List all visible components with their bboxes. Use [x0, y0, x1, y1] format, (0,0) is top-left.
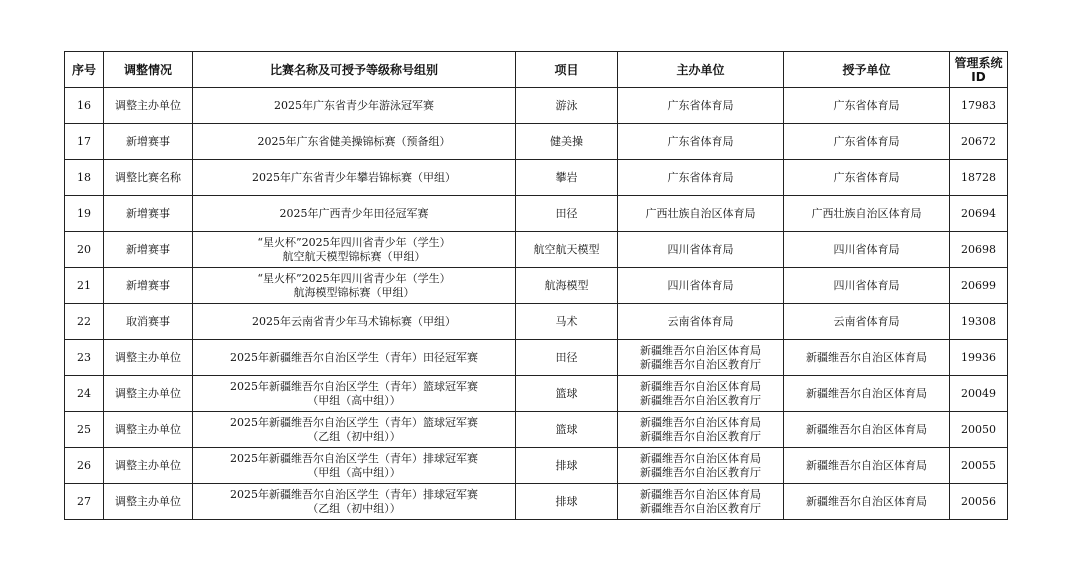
cell-system-id: 19308 [950, 304, 1008, 340]
cell-serial-no: 26 [65, 448, 104, 484]
cell-serial-no: 22 [65, 304, 104, 340]
cell-competition-name [193, 412, 516, 448]
competition-name-line: 2025年新疆维吾尔自治区学生（青年）排球冠军赛 [230, 451, 478, 465]
host-unit-line: 新疆维吾尔自治区体育局 [640, 451, 761, 465]
cell-change-status: 取消赛事 [104, 304, 193, 340]
table-row [65, 232, 1008, 268]
cell-sport: 健美操 [516, 124, 618, 160]
cell-serial-no: 16 [65, 88, 104, 124]
cell-change-status: 新增赛事 [104, 232, 193, 268]
table-row [65, 412, 1008, 448]
header-system-id-line-2: ID [971, 69, 986, 84]
cell-serial-no: 20 [65, 232, 104, 268]
cell-host-unit [618, 160, 784, 196]
cell-competition-name [193, 304, 516, 340]
cell-change-status: 调整主办单位 [104, 340, 193, 376]
cell-serial-no: 27 [65, 484, 104, 520]
cell-competition-name [193, 232, 516, 268]
table-body [65, 88, 1008, 520]
cell-change-status: 新增赛事 [104, 124, 193, 160]
cell-sport: 航空航天模型 [516, 232, 618, 268]
cell-system-id: 20698 [950, 232, 1008, 268]
host-unit-line: 新疆维吾尔自治区教育厅 [640, 465, 761, 479]
host-unit-line: 新疆维吾尔自治区体育局 [640, 487, 761, 501]
competition-name-line: （甲组（高中组）） [307, 393, 401, 407]
host-unit-line: 广西壮族自治区体育局 [645, 206, 756, 220]
competition-name-line: 2025年云南省青少年马术锦标赛（甲组） [252, 314, 456, 328]
cell-change-status: 调整主办单位 [104, 88, 193, 124]
cell-host-unit [618, 232, 784, 268]
table-row [65, 88, 1008, 124]
cell-grantor-unit: 新疆维吾尔自治区体育局 [784, 484, 950, 520]
competition-name-line: （甲组（高中组）） [307, 465, 401, 479]
competition-name-line: 2025年广东省健美操锦标赛（预备组） [257, 134, 451, 148]
header-sport: 项目 [516, 52, 618, 88]
cell-grantor-unit: 四川省体育局 [784, 268, 950, 304]
competition-name-line: （乙组（初中组）） [307, 429, 401, 443]
host-unit-line: 新疆维吾尔自治区体育局 [640, 379, 761, 393]
table-row [65, 340, 1008, 376]
cell-system-id: 18728 [950, 160, 1008, 196]
cell-change-status: 调整主办单位 [104, 412, 193, 448]
competition-name-line: 2025年新疆维吾尔自治区学生（青年）田径冠军赛 [230, 350, 478, 364]
host-unit-line: 新疆维吾尔自治区教育厅 [640, 357, 761, 371]
cell-sport: 田径 [516, 196, 618, 232]
host-unit-line: 四川省体育局 [667, 278, 734, 292]
cell-host-unit [618, 376, 784, 412]
cell-serial-no: 18 [65, 160, 104, 196]
cell-sport: 田径 [516, 340, 618, 376]
cell-grantor-unit: 广东省体育局 [784, 160, 950, 196]
cell-grantor-unit: 广东省体育局 [784, 88, 950, 124]
competition-name-line: （乙组（初中组）） [307, 501, 401, 515]
header-change-status: 调整情况 [104, 52, 193, 88]
host-unit-line: 新疆维吾尔自治区教育厅 [640, 429, 761, 443]
header-host-unit: 主办单位 [618, 52, 784, 88]
cell-host-unit [618, 304, 784, 340]
cell-grantor-unit: 新疆维吾尔自治区体育局 [784, 340, 950, 376]
cell-competition-name [193, 88, 516, 124]
host-unit-line: 广东省体育局 [667, 98, 734, 112]
table-header-row [65, 52, 1008, 88]
cell-serial-no: 24 [65, 376, 104, 412]
cell-system-id: 20694 [950, 196, 1008, 232]
cell-grantor-unit: 云南省体育局 [784, 304, 950, 340]
competition-name-line: “星火杯”2025年四川省青少年（学生） [257, 235, 451, 249]
competition-name-line: 2025年广西青少年田径冠军赛 [279, 206, 429, 220]
cell-grantor-unit: 新疆维吾尔自治区体育局 [784, 448, 950, 484]
cell-grantor-unit: 广东省体育局 [784, 124, 950, 160]
host-unit-line: 新疆维吾尔自治区教育厅 [640, 393, 761, 407]
competition-name-line: “星火杯”2025年四川省青少年（学生） [257, 271, 451, 285]
cell-competition-name [193, 124, 516, 160]
header-system-id [950, 52, 1008, 88]
host-unit-line: 广东省体育局 [667, 170, 734, 184]
cell-grantor-unit: 广西壮族自治区体育局 [784, 196, 950, 232]
cell-sport: 排球 [516, 484, 618, 520]
competition-name-line: 2025年广东省青少年游泳冠军赛 [274, 98, 434, 112]
cell-grantor-unit: 新疆维吾尔自治区体育局 [784, 412, 950, 448]
competition-name-line: 2025年新疆维吾尔自治区学生（青年）排球冠军赛 [230, 487, 478, 501]
cell-system-id: 20049 [950, 376, 1008, 412]
cell-serial-no: 19 [65, 196, 104, 232]
cell-serial-no: 21 [65, 268, 104, 304]
header-grantor-unit: 授予单位 [784, 52, 950, 88]
cell-host-unit [618, 412, 784, 448]
cell-change-status: 调整主办单位 [104, 484, 193, 520]
host-unit-line: 四川省体育局 [667, 242, 734, 256]
table-row [65, 196, 1008, 232]
cell-sport: 排球 [516, 448, 618, 484]
table-row [65, 376, 1008, 412]
cell-change-status: 新增赛事 [104, 196, 193, 232]
table-row [65, 160, 1008, 196]
host-unit-line: 新疆维吾尔自治区体育局 [640, 415, 761, 429]
cell-competition-name [193, 268, 516, 304]
competition-name-line: 2025年广东省青少年攀岩锦标赛（甲组） [252, 170, 456, 184]
cell-host-unit [618, 88, 784, 124]
cell-system-id: 17983 [950, 88, 1008, 124]
table-row [65, 484, 1008, 520]
competition-name-line: 2025年新疆维吾尔自治区学生（青年）篮球冠军赛 [230, 415, 478, 429]
header-competition-name: 比赛名称及可授予等级称号组别 [193, 52, 516, 88]
cell-sport: 航海模型 [516, 268, 618, 304]
cell-host-unit [618, 448, 784, 484]
host-unit-line: 云南省体育局 [667, 314, 734, 328]
cell-host-unit [618, 340, 784, 376]
cell-system-id: 20055 [950, 448, 1008, 484]
cell-change-status: 新增赛事 [104, 268, 193, 304]
cell-system-id: 20699 [950, 268, 1008, 304]
table-row [65, 268, 1008, 304]
cell-sport: 攀岩 [516, 160, 618, 196]
competition-name-line: 航海模型锦标赛（甲组） [293, 285, 415, 299]
cell-competition-name [193, 196, 516, 232]
cell-sport: 马术 [516, 304, 618, 340]
header-system-id-line-1: 管理系统 [954, 55, 1003, 70]
table-row [65, 448, 1008, 484]
cell-serial-no: 23 [65, 340, 104, 376]
cell-system-id: 19936 [950, 340, 1008, 376]
host-unit-line: 广东省体育局 [667, 134, 734, 148]
cell-competition-name [193, 448, 516, 484]
cell-grantor-unit: 四川省体育局 [784, 232, 950, 268]
competition-table [64, 51, 1008, 520]
host-unit-line: 新疆维吾尔自治区教育厅 [640, 501, 761, 515]
cell-competition-name [193, 160, 516, 196]
cell-serial-no: 25 [65, 412, 104, 448]
table-row [65, 304, 1008, 340]
cell-host-unit [618, 484, 784, 520]
cell-serial-no: 17 [65, 124, 104, 160]
cell-change-status: 调整主办单位 [104, 448, 193, 484]
cell-host-unit [618, 196, 784, 232]
cell-host-unit [618, 268, 784, 304]
cell-sport: 游泳 [516, 88, 618, 124]
header-serial-no: 序号 [65, 52, 104, 88]
host-unit-line: 新疆维吾尔自治区体育局 [640, 343, 761, 357]
cell-sport: 篮球 [516, 376, 618, 412]
cell-change-status: 调整主办单位 [104, 376, 193, 412]
cell-change-status: 调整比赛名称 [104, 160, 193, 196]
cell-competition-name [193, 484, 516, 520]
cell-system-id: 20050 [950, 412, 1008, 448]
cell-competition-name [193, 376, 516, 412]
competition-name-line: 航空航天模型锦标赛（甲组） [282, 249, 426, 263]
cell-host-unit [618, 124, 784, 160]
cell-system-id: 20672 [950, 124, 1008, 160]
competition-name-line: 2025年新疆维吾尔自治区学生（青年）篮球冠军赛 [230, 379, 478, 393]
cell-competition-name [193, 340, 516, 376]
cell-system-id: 20056 [950, 484, 1008, 520]
cell-sport: 篮球 [516, 412, 618, 448]
cell-grantor-unit: 新疆维吾尔自治区体育局 [784, 376, 950, 412]
table-row [65, 124, 1008, 160]
